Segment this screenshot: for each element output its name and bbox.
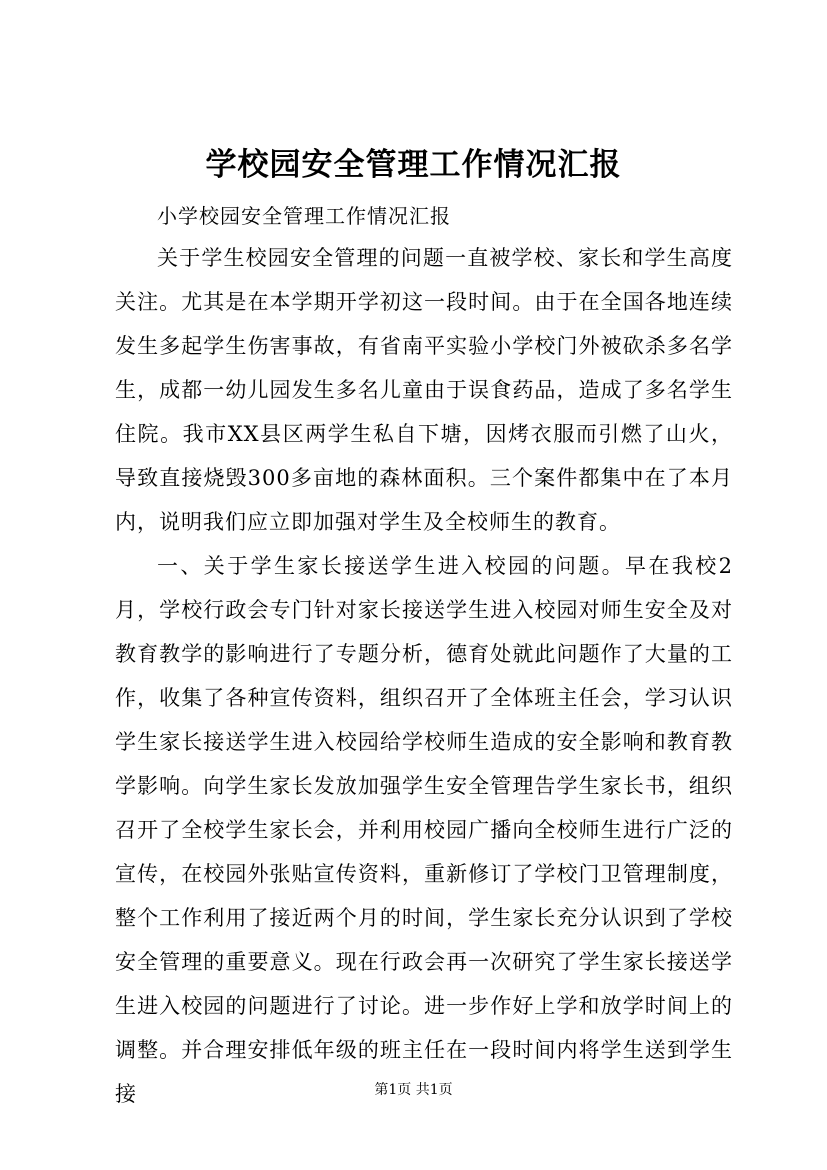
document-subtitle: 小学校园安全管理工作情况汇报 xyxy=(157,204,451,228)
paragraph: 一、关于学生家长接送学生进入校园的问题。早在我校2月，学校行政会专门针对家长接送学生进入校园对师生安全及对教育教学的影响进行了专题分析，德育处就此问题作了大量的工作，收集了各种宣传资料，组织召开了全体班主任会，学习认识学生家长接送学生进入校园给学校师生造成的安全影响和教育教学影响。向学生家长发放加强学生安全管理告学生家长书，组织召开了全校学生家长会，并利用校园广播向全校师生进行广泛的宣传，在校园外张贴宣传资料，重新修订了学校门卫管理制度，整个工作利用了接近两个月的时间，学生家长充分认识到了学校安全管理的重要意义。现在行政会再一次研究了学生家长接送学生进入校园的问题进行了讨论。进一步作好上学和放学时间上的调整。并合理安排低年级的班主任在一段时间内将学生送到学生接 xyxy=(115,554,733,1106)
paragraph: 关于学生校园安全管理的问题一直被学校、家长和学生高度关注。尤其是在本学期开学初这一段时间。由于在全国各地连续发生多起学生伤害事故，有省南平实验小学校门外被砍杀多名学生，成都一幼儿园发生多名儿童由于误食药品，造成了多名学生住院。我市XX县区两学生私自下塘，因烤衣服而引燃了山火，导致直接烧毁300多亩地的森林面积。三个案件都集中在了本月内，说明我们应立即加强对学生及全校师生的教育。 xyxy=(115,246,733,534)
document-body xyxy=(115,236,733,1116)
document-title: 学校园安全管理工作情况汇报 xyxy=(205,147,622,183)
page-footer: 第1页 共1页 xyxy=(374,1082,453,1098)
